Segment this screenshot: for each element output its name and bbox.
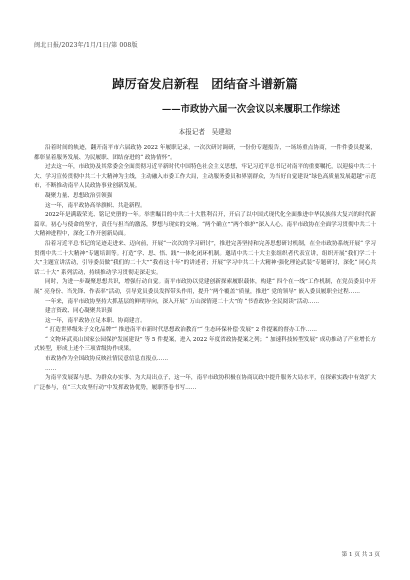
section-heading: 建言资政、同心凝聚共识强 bbox=[45, 308, 113, 315]
page-indicator: 第 1 页 共 3 页 bbox=[341, 552, 380, 558]
article-body bbox=[34, 144, 376, 393]
paragraph: 市政协作为全国政协反映社情民意信息直报点…… bbox=[45, 356, 169, 363]
paragraph: 过去这一年，市政协及其常委会全面贯彻习近平新时代中国特色社会主义思想，牢记习近平总书记对南平的重要嘱托，以迎接中共二十大、学习宣传贯彻中共二十大精神为主线，主动融入市委工作大局，主动服务委员和界别群众，为当好自觉建设“绿色高质量发展超越”示范市，不断推动南平人民政协事业创新发展。 bbox=[34, 164, 376, 190]
paragraph: “ 文物环武夷山国家公园保护发展建设” 等 5 件提案，进入 2022 年度省政协提案之列；“ 加速科技转型发展” 成功推动了产业增长方式转型，形成上述个三项省级协作成果。 bbox=[34, 336, 376, 353]
article-subtitle: ——市政协六届一次会议以来履职工作综述 bbox=[161, 104, 340, 115]
article-title: 踔厉奋发启新程 团结奋斗谱新篇 bbox=[112, 77, 298, 91]
section-heading: 凝聚力量、思想政治引领强 bbox=[45, 192, 113, 199]
paragraph: “ 打造世界级朱子文化品牌”“ 推进南平市新时代思想政治教育”“ 生态环保补偿·发展” 2 件提案的督办工作…… bbox=[45, 327, 317, 334]
source-line: 闽北日报/2023年/1月/1日/第 008版 bbox=[34, 42, 138, 49]
paragraph: 沿着时间的轨迹，翻开南平市六届政协 2022 年履职记录，一次次研讨调研，一份份专题报告，一场场重点协商，一件件委员提案，都彰显着服务发展、为民履职、团结奋进的“ 政协情怀”。 bbox=[34, 145, 376, 161]
paragraph: 为南平发展谋与思、为群众办实事、为大局出点子，这一年，南平市政协积极在协商议政中提升服务大局水平，在探索实践中有效扩大广泛参与，在“三大攻坚行动”中发挥政协优势，履职答卷书写…… bbox=[34, 375, 376, 391]
paragraph: 一年来，南平市政协坚持大抓基层的鲜明导向，深入开展“ 万山深情迎二十大”的 “书香政协·全民阅读”活动…… bbox=[45, 298, 320, 305]
article-byline: 本报记者 吴建琼 bbox=[178, 128, 232, 136]
paragraph: 这一年，南平政协高举旗帜、共赴新程。 bbox=[45, 202, 146, 209]
paragraph: 2022年是满载荣光、铭记史册的一年。举世瞩目的中共二十大胜利召开，开启了以中国式现代化全面推进中华民族伟大复兴的时代新篇章。初心与使命的坚守，责任与担当的激荡，梦想与现实的交响。“两个确立”“两个维护”深入人心。南平市政协在全面学习贯彻中共二十大精神进程中，深化工作开创新局面。 bbox=[34, 212, 376, 238]
paragraph: 沿着习近平总书记的足迹走进来、迈向前，开展“一次次的学习研讨”，推进完善坚持和完善思想研讨机制，在全市政协系统开展“ 学习贯彻中共二十大精神”专题培训等。打造“学、思、悟、践”一体化闭环机制。邀请中共二十大主张组织者代表宣讲，组织开展“我们学二十大”主题宣讲活动，引导委员做“我们的二十大”“我看这十年”的讲述者；开展“学习中共二十大精神·强化理论武装”专题研讨，深化“ 同心共话二十大” 系列活动，持续推动学习贯彻走深走实。 bbox=[34, 240, 376, 276]
paragraph: 同时，为进一步凝聚思想共识，增强行动自觉。南平市政协以党建创新探索履职载体，构建“ 四个在一线”工作机制，在党员委员中开展“ 亮身份、当先锋、作表率”活动，引导党员委员发挥带头作用，提升‘’两个覆盖‘’质量，推进“ 党的领导” 嵌入委员履职全过程…… bbox=[34, 279, 376, 295]
paragraph: 这一年，南平政协立足本职、协商建言。 bbox=[45, 317, 146, 324]
paragraph: …… bbox=[45, 365, 57, 372]
